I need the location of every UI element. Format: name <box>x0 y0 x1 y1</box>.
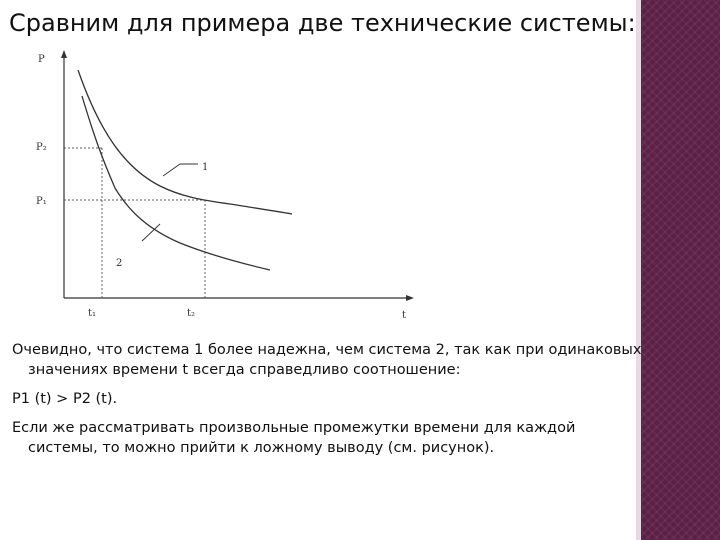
paragraph-false-conclusion: Если же рассматривать произвольные промежутки времени для каждой системы, то можно прийти к ложному выводу (см. рисунок). <box>12 420 576 456</box>
y-axis-label: P <box>38 54 45 65</box>
y-axis-arrow <box>61 50 67 58</box>
slide-title: Сравним для примера две технические системы: <box>9 9 636 37</box>
curve-2 <box>82 96 270 270</box>
curve-1 <box>78 70 292 214</box>
curve-2-label: 2 <box>116 258 123 269</box>
p2-label: P₂ <box>36 142 47 153</box>
curve-1-leader <box>163 164 198 176</box>
paragraph-inequality: Р1 (t) > P2 (t). <box>12 391 118 407</box>
x-axis-arrow <box>406 295 414 301</box>
reliability-graph <box>30 48 420 323</box>
x-axis-label: t <box>402 310 407 321</box>
decorative-sidebar <box>641 0 720 540</box>
curve-1-label: 1 <box>202 162 209 173</box>
paragraph-reliability-statement: Очевидно, что система 1 более надежна, чем система 2, так как при одинаковых значениях времени t всегда справедливо соотношение: <box>12 342 642 378</box>
p1-label: P₁ <box>36 196 47 207</box>
t2-label: t₂ <box>187 308 196 319</box>
reliability-figure <box>30 48 420 323</box>
t1-label: t₁ <box>88 308 97 319</box>
